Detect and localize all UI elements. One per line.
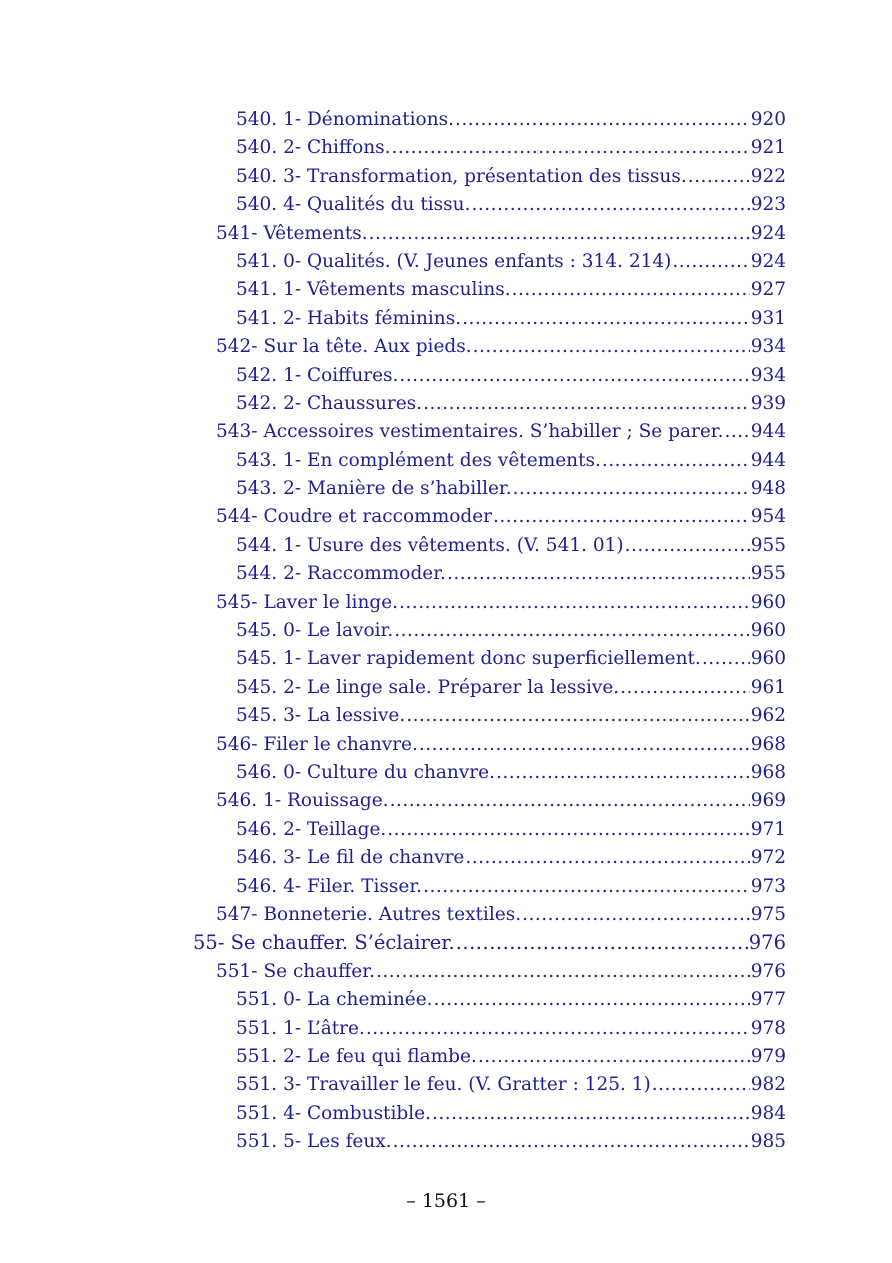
dot-leader bbox=[473, 333, 750, 361]
dot-leader bbox=[393, 1128, 750, 1156]
toc-entry bbox=[0, 362, 892, 390]
dot-leader bbox=[602, 447, 750, 475]
toc-entry-page: 954 bbox=[750, 506, 786, 528]
toc-entry-page: 976 bbox=[748, 931, 786, 955]
toc-entry bbox=[0, 163, 892, 191]
toc-entry bbox=[0, 617, 892, 645]
toc-entry-page: 927 bbox=[750, 279, 786, 301]
dot-leader bbox=[434, 986, 750, 1014]
toc-entry-title: 546. 3- Le fil de chanvre bbox=[236, 847, 465, 869]
toc-entry-page: 960 bbox=[750, 648, 786, 670]
page-number: – 1561 – bbox=[406, 1190, 486, 1212]
dot-leader bbox=[447, 560, 750, 588]
toc-entry-page: 944 bbox=[750, 449, 786, 471]
dot-leader bbox=[672, 248, 749, 276]
dot-leader bbox=[513, 475, 750, 503]
toc-entry bbox=[0, 1015, 892, 1043]
dot-leader bbox=[625, 532, 750, 560]
toc-entry-title: 541. 2- Habits féminins. bbox=[236, 307, 462, 329]
toc-entry-title: 551. 1- L’âtre. bbox=[236, 1017, 365, 1039]
toc-entry bbox=[0, 816, 892, 844]
toc-entry-title: 546. 1- Rouissage. bbox=[216, 790, 389, 812]
toc-entry bbox=[0, 390, 892, 418]
toc-entry-title: 540. 2- Chiffons. bbox=[236, 137, 391, 159]
toc-entry bbox=[0, 702, 892, 730]
toc-entry-title: 546- Filer le chanvre. bbox=[216, 733, 418, 755]
toc-entry-page: 931 bbox=[750, 307, 786, 329]
toc-entry-title: 545. 1- Laver rapidement donc superficiellement. bbox=[236, 648, 701, 670]
toc-entry-page: 960 bbox=[750, 591, 786, 613]
dot-leader bbox=[462, 305, 750, 333]
toc-entry bbox=[0, 901, 892, 929]
toc-entry bbox=[0, 929, 892, 957]
dot-leader bbox=[369, 220, 750, 248]
toc-entry-page: 985 bbox=[750, 1131, 786, 1153]
toc-entry bbox=[0, 1100, 892, 1128]
toc-entry-page: 924 bbox=[750, 250, 786, 272]
toc-entry-page: 976 bbox=[750, 960, 786, 982]
toc-entry bbox=[0, 958, 892, 986]
dot-leader bbox=[366, 1015, 750, 1043]
dot-leader bbox=[387, 816, 749, 844]
toc-entry bbox=[0, 1071, 892, 1099]
dot-leader bbox=[399, 362, 749, 390]
toc-entry-page: 921 bbox=[750, 137, 786, 159]
toc-entry-page: 972 bbox=[750, 847, 786, 869]
toc-entry-page: 920 bbox=[750, 109, 786, 130]
toc-entry bbox=[0, 276, 892, 304]
toc-entry-title: 551. 2- Le feu qui flambe. bbox=[236, 1045, 477, 1067]
toc-entry bbox=[0, 787, 892, 815]
toc-entry bbox=[0, 560, 892, 588]
toc-entry-title: 546. 4- Filer. Tisser. bbox=[236, 875, 423, 897]
toc-entry-title: 541- Vêtements. bbox=[216, 222, 368, 244]
toc-entry-page: 960 bbox=[750, 620, 786, 642]
toc-entry-page: 971 bbox=[750, 818, 786, 840]
dot-leader bbox=[432, 1100, 750, 1128]
dot-leader bbox=[399, 589, 750, 617]
dot-leader bbox=[455, 106, 750, 134]
toc-entry-title: 543. 1- En complément des vêtements. bbox=[236, 449, 601, 471]
toc-entry-page: 934 bbox=[750, 336, 786, 358]
toc-entry bbox=[0, 873, 892, 901]
dot-leader bbox=[394, 617, 749, 645]
toc-entry-title: 546. 0- Culture du chanvre. bbox=[236, 761, 495, 783]
toc-entry bbox=[0, 447, 892, 475]
toc-entry-page: 973 bbox=[750, 875, 786, 897]
toc-entry-page: 978 bbox=[750, 1017, 786, 1039]
toc-entry-title: 551. 4- Combustible. bbox=[236, 1102, 431, 1124]
toc-entry-page: 962 bbox=[750, 705, 786, 727]
toc-entry bbox=[0, 134, 892, 162]
dot-leader bbox=[406, 702, 749, 730]
toc-entry-title: 540. 3- Transformation, présentation des tissus. bbox=[236, 165, 687, 187]
toc-entry-title: 547- Bonneterie. Autres textiles. bbox=[216, 903, 522, 925]
toc-entry-page: 982 bbox=[750, 1074, 786, 1096]
dot-leader bbox=[652, 1071, 750, 1099]
toc-entry bbox=[0, 645, 892, 673]
toc-entry-page: 922 bbox=[750, 165, 786, 187]
dot-leader bbox=[493, 503, 750, 531]
toc-entry-title: 541. 1- Vêtements masculins. bbox=[236, 279, 511, 301]
toc-entry-page: 979 bbox=[750, 1045, 786, 1067]
toc-entry bbox=[0, 418, 892, 446]
toc-entry bbox=[0, 674, 892, 702]
toc-entry bbox=[0, 759, 892, 787]
dot-leader bbox=[465, 844, 749, 872]
toc-entry-title: 544. 1- Usure des vêtements. (V. 541. 01) bbox=[236, 534, 624, 556]
dot-leader bbox=[620, 674, 750, 702]
dot-leader bbox=[471, 191, 749, 219]
toc-entry-title: 545. 0- Le lavoir. bbox=[236, 620, 394, 642]
dot-leader bbox=[478, 1043, 750, 1071]
toc-entry bbox=[0, 305, 892, 333]
toc-entry bbox=[0, 191, 892, 219]
dot-leader bbox=[423, 873, 750, 901]
toc-entry bbox=[0, 333, 892, 361]
toc-entry-title: 541. 0- Qualités. (V. Jeunes enfants : 314. 214) bbox=[236, 250, 672, 272]
toc-entry bbox=[0, 986, 892, 1014]
dot-leader bbox=[390, 787, 750, 815]
toc-entry-title: 540. 1- Dénominations. bbox=[236, 109, 454, 130]
toc-entry-title: 543- Accessoires vestimentaires. S’habiller ; Se parer. bbox=[216, 421, 724, 443]
toc-entry-page: 969 bbox=[750, 790, 786, 812]
dot-leader bbox=[522, 901, 750, 929]
dot-leader bbox=[725, 418, 750, 446]
toc-entry bbox=[0, 589, 892, 617]
toc-entry bbox=[0, 1043, 892, 1071]
toc-entry-page: 968 bbox=[750, 733, 786, 755]
toc-entry bbox=[0, 503, 892, 531]
toc-entry bbox=[0, 248, 892, 276]
dot-leader bbox=[512, 276, 750, 304]
toc-entry bbox=[0, 220, 892, 248]
toc-entry-title: 542. 2- Chaussures. bbox=[236, 392, 423, 414]
toc-entry-title: 542- Sur la tête. Aux pieds. bbox=[216, 336, 472, 358]
toc-entry-title: 546. 2- Teillage. bbox=[236, 818, 387, 840]
toc-entry-page: 961 bbox=[750, 676, 786, 698]
toc-entry-page: 923 bbox=[750, 194, 786, 216]
toc-entry-page: 955 bbox=[750, 534, 786, 556]
toc-entry-title: 544- Coudre et raccommoder bbox=[216, 506, 493, 528]
toc-entry-title: 544. 2- Raccommoder. bbox=[236, 563, 446, 585]
dot-leader bbox=[496, 759, 750, 787]
dot-leader bbox=[423, 390, 750, 418]
dot-leader bbox=[688, 163, 750, 191]
toc-entry-title: 545- Laver le linge. bbox=[216, 591, 399, 613]
toc-entry-title: 551. 5- Les feux. bbox=[236, 1131, 392, 1153]
toc-entry-title: 545. 2- Le linge sale. Préparer la lessive. bbox=[236, 676, 620, 698]
toc-entry-title: 551- Se chauffer. bbox=[216, 960, 375, 982]
dot-leader bbox=[376, 958, 750, 986]
toc-entry-title: 551. 0- La cheminée. bbox=[236, 989, 433, 1011]
dot-leader bbox=[702, 645, 750, 673]
toc-entry-title: 542. 1- Coiffures. bbox=[236, 364, 399, 386]
toc-entry-page: 968 bbox=[750, 761, 786, 783]
toc-entry-title: 551. 3- Travailler le feu. (V. Gratter : 125. 1) bbox=[236, 1074, 651, 1096]
dot-leader bbox=[419, 731, 750, 759]
toc-entry-page: 924 bbox=[750, 222, 786, 244]
toc-entry-page: 948 bbox=[750, 478, 786, 500]
table-of-contents bbox=[0, 106, 892, 1156]
toc-entry-page: 955 bbox=[750, 563, 786, 585]
toc-entry-title: 55- Se chauffer. S’éclairer. bbox=[193, 931, 455, 955]
toc-entry bbox=[0, 844, 892, 872]
toc-entry-page: 984 bbox=[750, 1102, 786, 1124]
toc-entry bbox=[0, 532, 892, 560]
toc-entry bbox=[0, 731, 892, 759]
toc-entry-page: 944 bbox=[750, 421, 786, 443]
toc-entry-page: 975 bbox=[750, 903, 786, 925]
toc-entry bbox=[0, 1128, 892, 1156]
toc-entry-page: 939 bbox=[750, 392, 786, 414]
toc-entry bbox=[0, 106, 892, 134]
toc-entry-title: 543. 2- Manière de s’habiller. bbox=[236, 478, 512, 500]
dot-leader bbox=[456, 929, 748, 957]
toc-entry-page: 934 bbox=[750, 364, 786, 386]
toc-entry-page: 977 bbox=[750, 989, 786, 1011]
toc-entry-title: 540. 4- Qualités du tissu. bbox=[236, 194, 471, 216]
toc-entry bbox=[0, 475, 892, 503]
dot-leader bbox=[392, 134, 750, 162]
toc-entry-title: 545. 3- La lessive. bbox=[236, 705, 406, 727]
